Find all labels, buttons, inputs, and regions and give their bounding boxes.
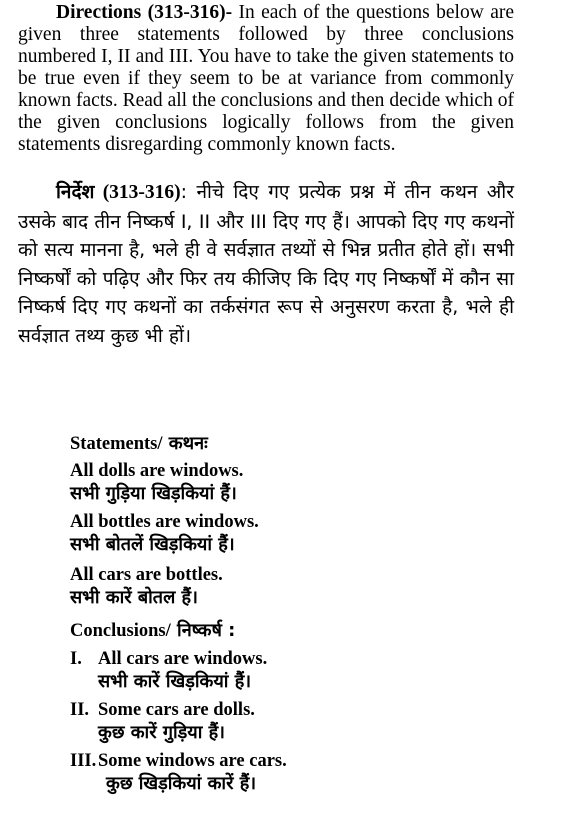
- statement-en: All bottles are windows.: [70, 512, 259, 532]
- conclusion-en: Some windows are cars.: [98, 751, 287, 771]
- directions-heading: Directions (313-316)-: [56, 2, 233, 23]
- directions-hindi: [18, 178, 514, 350]
- statement-item: [70, 460, 490, 506]
- statement-hi: सभी कारें बोतल हैं।: [70, 587, 198, 608]
- directions-hindi-heading: निर्देश: [56, 181, 95, 203]
- statements-heading: [70, 432, 490, 456]
- conclusion-item: [70, 648, 490, 694]
- conclusions-heading-hi: निष्कर्ष :: [170, 620, 236, 641]
- statement-hi: सभी बोतलें खिड़कियां हैं।: [70, 534, 235, 555]
- conclusion-hi: कुछ कारें गुड़िया हैं।: [98, 722, 225, 743]
- statement-hi: सभी गुड़िया खिड़कियां हैं।: [70, 483, 237, 504]
- statement-en: All cars are bottles.: [70, 565, 223, 585]
- directions-hindi-text: : नीचे दिए गए प्रत्येक प्रश्न में तीन कथन और उसके बाद तीन निष्कर्ष I, II और III दिए गए हैं। आपको दिए गए कथनों को सत्य मानना है, भले ही वे सर्वज्ञात तथ्यों से भिन्न प्रतीत होते हों। सभी निष्कर्षों को पढ़िए और फिर तय कीजिए कि दिए गए निष्कर्षों में कौन सा निष्कर्ष दिए गए कथनों का तर्कसंगत रूप से अनुसरण करता है, भले ही सर्वज्ञात तथ्य कुछ भी हों।: [18, 181, 514, 347]
- statement-en: All dolls are windows.: [70, 461, 244, 481]
- conclusion-number: II.: [70, 700, 90, 720]
- conclusion-item: [70, 750, 490, 796]
- conclusion-item: [70, 699, 490, 745]
- directions-english: [18, 2, 514, 156]
- statements-heading-hi: कथनः: [162, 433, 208, 454]
- directions-paragraph: [18, 2, 514, 156]
- conclusion-hi: कुछ खिड़कियां कारें हैं।: [106, 773, 257, 794]
- conclusion-line: [70, 699, 490, 721]
- conclusions-heading-en: Conclusions/: [70, 621, 171, 641]
- question-block: [70, 432, 490, 796]
- directions-hindi-range: (313-316): [94, 182, 181, 203]
- conclusion-number: III.: [70, 751, 97, 771]
- statement-item: [70, 511, 490, 557]
- conclusions-heading: [70, 619, 490, 643]
- conclusion-number: I.: [70, 649, 82, 669]
- conclusion-line: [70, 648, 490, 670]
- directions-text: In each of the questions below are given three statements followed by three conclusions numbered I, II and III. You have to take the given statements to be true even if they seem to be at variance from commonly known facts. Read all the conclusions and then decide which of the given conclusions logically follows from the given statements disregarding commonly known facts.: [18, 2, 514, 155]
- conclusion-hi: सभी कारें खिड़कियां हैं।: [98, 671, 252, 692]
- conclusion-en: All cars are windows.: [98, 649, 268, 669]
- statement-item: [70, 564, 490, 610]
- conclusion-en: Some cars are dolls.: [98, 700, 255, 720]
- statements-heading-en: Statements/: [70, 434, 163, 454]
- conclusion-line: [70, 750, 490, 772]
